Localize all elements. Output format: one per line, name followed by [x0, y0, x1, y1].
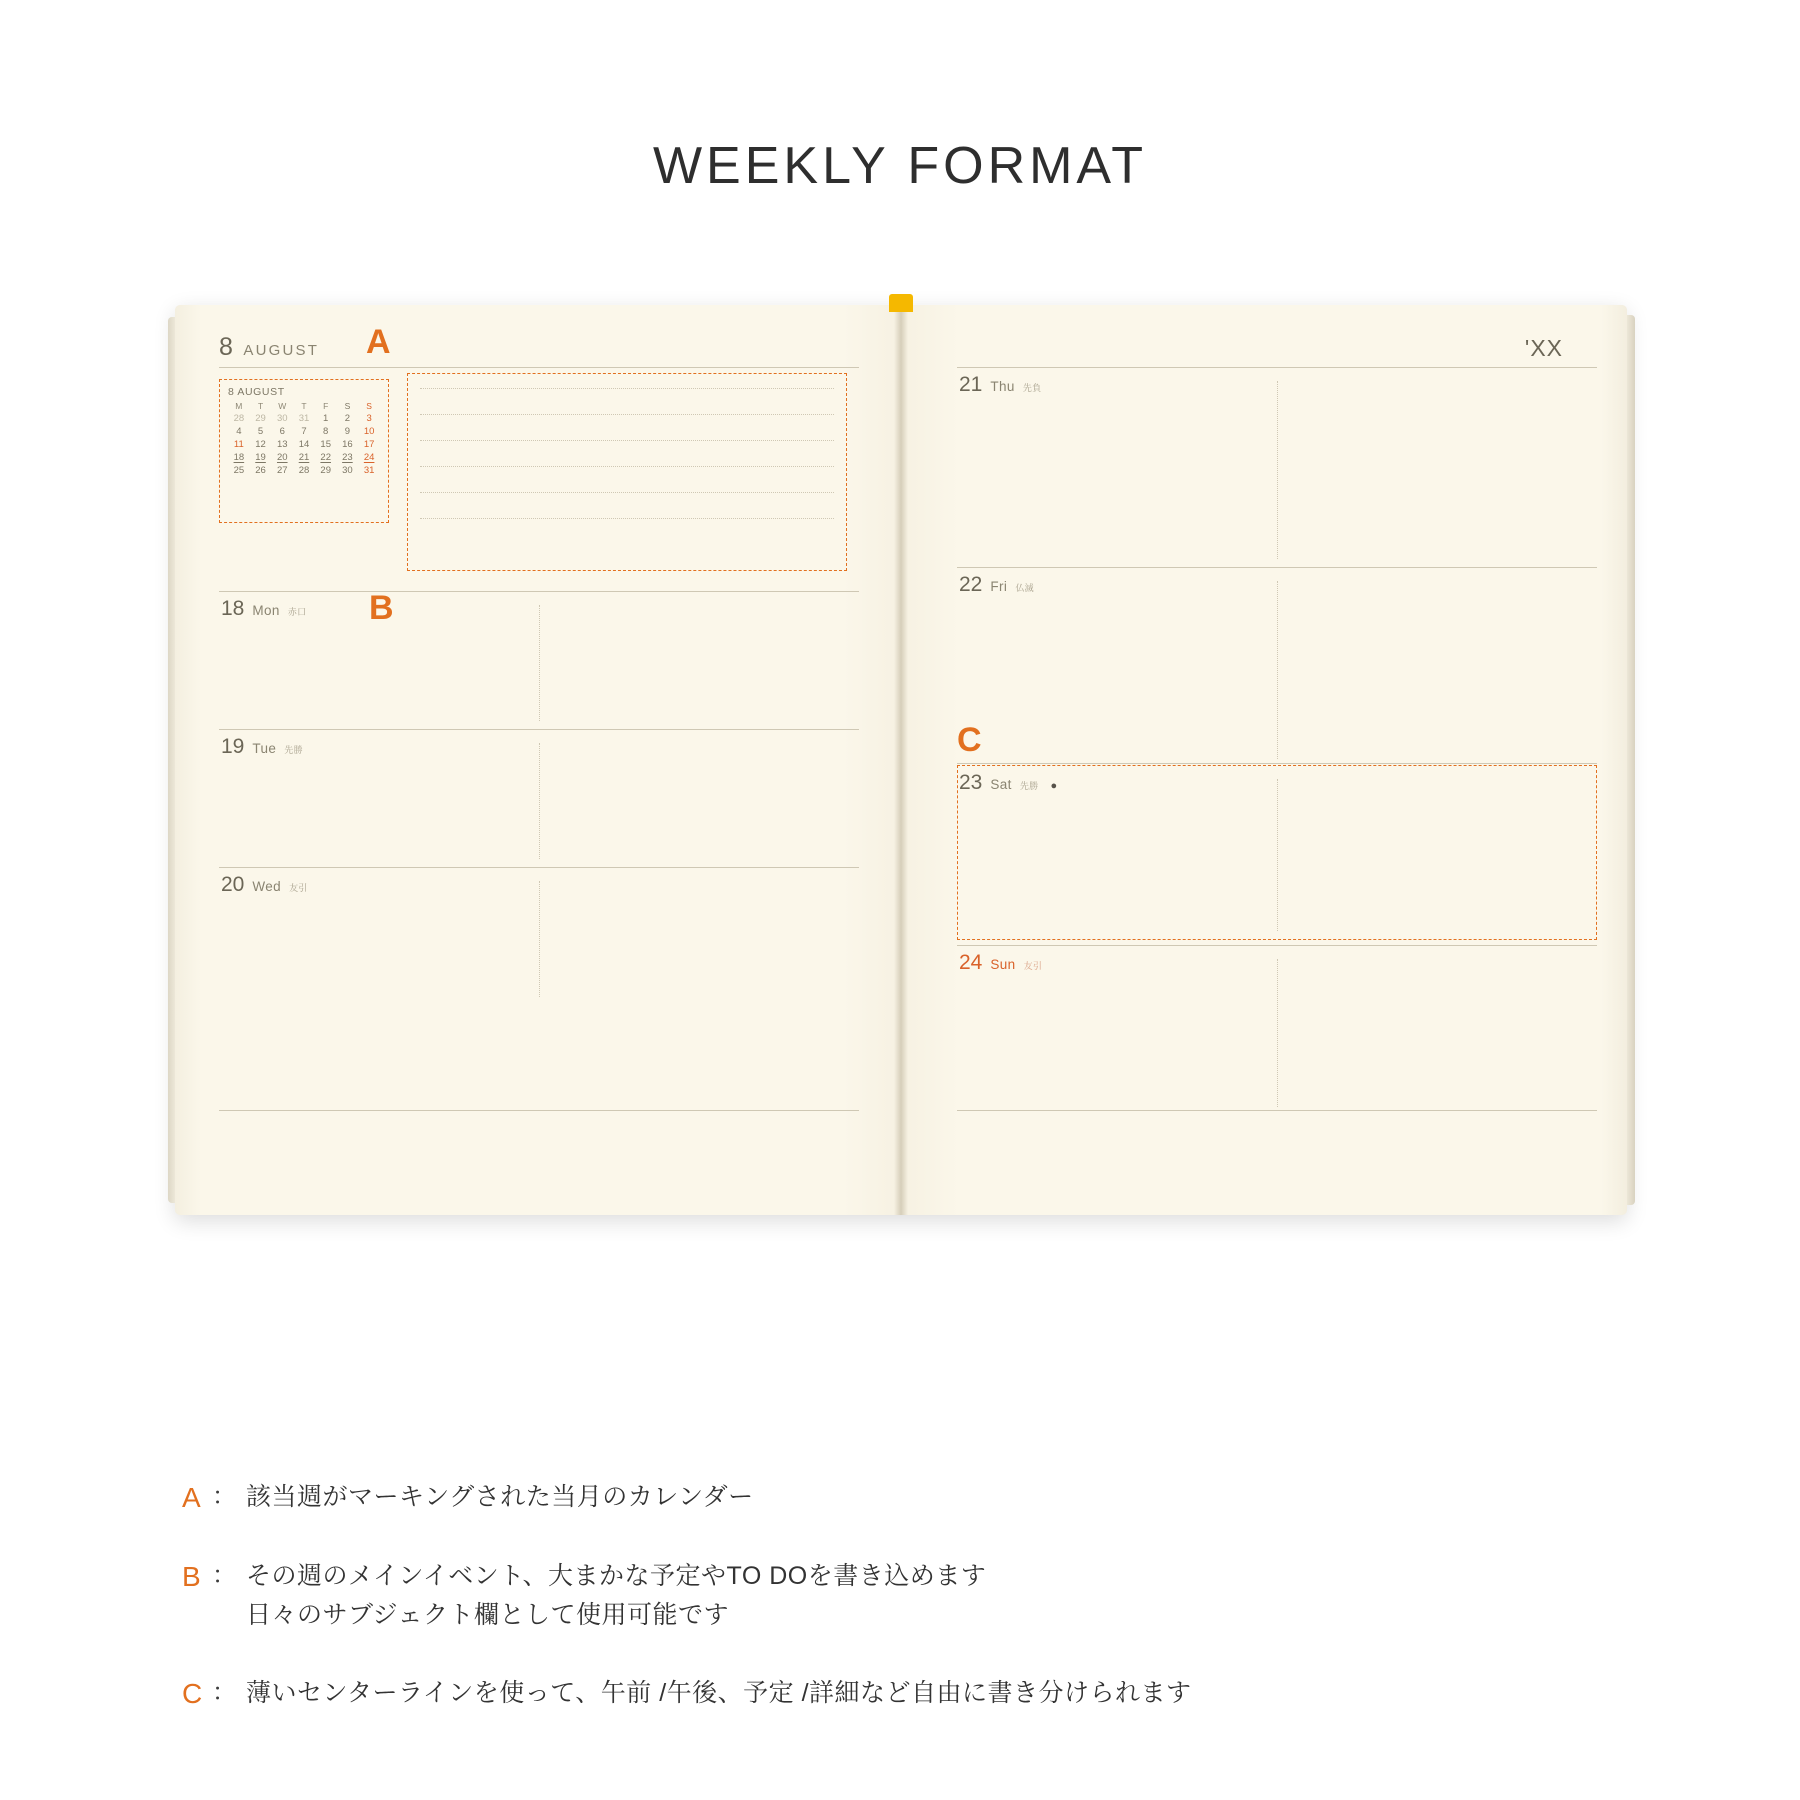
left-page-content — [219, 305, 859, 1215]
mini-day: 8 — [323, 426, 329, 437]
callout-marker-a: A — [366, 323, 391, 361]
mini-day: 15 — [320, 439, 331, 450]
memo-line — [420, 414, 834, 415]
legend — [182, 1478, 1632, 1752]
header-rule — [219, 367, 859, 368]
day-weekday: Sun — [990, 957, 1016, 972]
legend-text: 薄いセンターラインを使って、午前 /午後、予定 /詳細など自由に書き分けられます — [246, 1678, 1192, 1707]
day-number: 20 — [221, 873, 245, 896]
day-rule — [219, 591, 859, 592]
legend-key: B — [182, 1560, 201, 1592]
day-rule — [957, 763, 1597, 764]
bottom-rule — [219, 1110, 859, 1111]
mini-day: 12 — [255, 439, 266, 450]
day-rule — [219, 729, 859, 730]
mini-day: 11 — [233, 439, 244, 450]
legend-item-c — [182, 1674, 1632, 1715]
day-rokuyo: 赤口 — [287, 607, 307, 617]
mini-day: 2 — [344, 413, 351, 424]
mini-dow: T — [257, 401, 264, 411]
mini-day-marked: 22 — [320, 452, 331, 463]
day-center-line — [1277, 581, 1278, 759]
mini-dow: T — [301, 401, 307, 411]
day-weekday: Fri — [990, 579, 1008, 594]
day-rokuyo: 先勝 — [1019, 781, 1039, 791]
mini-day: 28 — [298, 465, 310, 476]
legend-item-b — [182, 1557, 1632, 1636]
memo-line — [420, 388, 834, 389]
mini-day: 14 — [298, 439, 310, 450]
mini-day: 30 — [342, 465, 353, 476]
day-weekday: Sat — [990, 777, 1012, 792]
mini-day: 4 — [236, 426, 242, 437]
page-title: WEEKLY FORMAT — [652, 137, 1148, 195]
month-header — [219, 333, 319, 362]
month-number: 8 — [219, 333, 234, 361]
mini-day: 5 — [257, 426, 264, 437]
day-rule — [957, 945, 1597, 946]
mini-dow: W — [278, 401, 287, 411]
day-weekday: Tue — [252, 741, 277, 756]
mini-calendar-title: 8 AUGUST — [228, 386, 285, 398]
memo-line — [420, 518, 834, 519]
mini-day: 27 — [276, 465, 288, 476]
legend-text: その週のメインイベント、大まかな予定やTO DOを書き込めます — [246, 1561, 987, 1590]
weekly-memo-box[interactable] — [407, 373, 847, 571]
mini-day-marked: 20 — [276, 452, 288, 463]
legend-item-a — [182, 1478, 1632, 1519]
mini-day-marked: 19 — [255, 452, 266, 463]
day-number: 21 — [959, 373, 983, 396]
legend-colon: ： — [212, 1561, 236, 1589]
memo-line — [420, 440, 834, 441]
mini-dow: S — [366, 401, 372, 411]
day-weekday: Mon — [252, 603, 280, 618]
day-center-line — [1277, 959, 1278, 1107]
day-rokuyo: 先負 — [1022, 383, 1042, 393]
mini-calendar — [219, 379, 389, 523]
day-center-line — [539, 881, 540, 997]
legend-text: 日々のサブジェクト欄として使用可能です — [246, 1601, 730, 1630]
moon-phase-icon: ● — [1050, 780, 1058, 792]
mini-day: 31 — [363, 465, 375, 476]
mini-day: 26 — [255, 465, 266, 476]
right-page-content — [957, 305, 1597, 1215]
legend-text-group — [246, 1557, 986, 1636]
mini-day: 3 — [366, 413, 372, 424]
day-number: 19 — [221, 735, 245, 758]
day-number: 18 — [221, 597, 245, 620]
day-rule — [219, 867, 859, 868]
legend-key: A — [182, 1482, 201, 1513]
memo-line — [420, 492, 834, 493]
mini-day: 17 — [363, 439, 375, 450]
mini-day: 7 — [301, 426, 307, 437]
day-rokuyo: 友引 — [289, 883, 308, 893]
mini-day: 30 — [276, 413, 288, 424]
mini-day: 31 — [298, 413, 310, 424]
mini-day-marked: 23 — [342, 452, 353, 463]
month-name: AUGUST — [243, 342, 320, 359]
day-rokuyo: 先勝 — [284, 745, 303, 755]
mini-day: 13 — [276, 439, 288, 450]
day-rule — [957, 567, 1597, 568]
notebook-left-page — [175, 305, 901, 1215]
notebook-spread — [175, 305, 1627, 1215]
mini-calendar-grid — [228, 401, 380, 476]
day-number: 22 — [959, 573, 983, 596]
callout-marker-b: B — [369, 589, 394, 627]
mini-day-marked: 21 — [298, 452, 310, 463]
day-center-line — [1277, 381, 1278, 559]
mini-dow: S — [344, 401, 351, 411]
mini-day-marked: 24 — [363, 452, 375, 463]
mini-dow: M — [235, 401, 243, 411]
mini-day: 28 — [233, 413, 245, 424]
day-center-line — [539, 605, 540, 721]
header-rule — [957, 367, 1597, 368]
mini-day: 10 — [363, 426, 375, 437]
notebook-right-page — [901, 305, 1627, 1215]
day-rokuyo: 友引 — [1023, 961, 1043, 971]
mini-day: 9 — [344, 426, 351, 437]
bookmark-tab — [889, 294, 913, 312]
day-weekday: Wed — [252, 879, 282, 894]
day-rokuyo: 仏滅 — [1015, 583, 1034, 593]
memo-lines — [420, 388, 834, 544]
mini-dow: F — [323, 401, 329, 411]
legend-colon: ： — [212, 1483, 236, 1510]
legend-text: 該当週がマーキングされた当月のカレンダー — [246, 1483, 754, 1511]
bottom-rule — [957, 1110, 1597, 1111]
book-spine — [894, 305, 908, 1215]
day-weekday: Thu — [990, 379, 1015, 394]
mini-day-marked: 18 — [233, 452, 245, 463]
legend-key: C — [182, 1677, 203, 1709]
mini-day: 1 — [323, 413, 329, 424]
mini-day: 25 — [233, 465, 245, 476]
mini-day: 16 — [342, 439, 353, 450]
day-number: 23 — [959, 771, 983, 794]
legend-colon: ： — [212, 1678, 236, 1706]
mini-day: 29 — [320, 465, 331, 476]
callout-marker-c: C — [957, 721, 982, 759]
mini-day: 29 — [255, 413, 266, 424]
year-label: 'XX — [1524, 335, 1563, 361]
day-number: 24 — [959, 951, 983, 974]
mini-day: 6 — [279, 426, 285, 437]
memo-line — [420, 466, 834, 467]
day-center-line — [539, 743, 540, 859]
day-center-line — [1277, 779, 1278, 931]
